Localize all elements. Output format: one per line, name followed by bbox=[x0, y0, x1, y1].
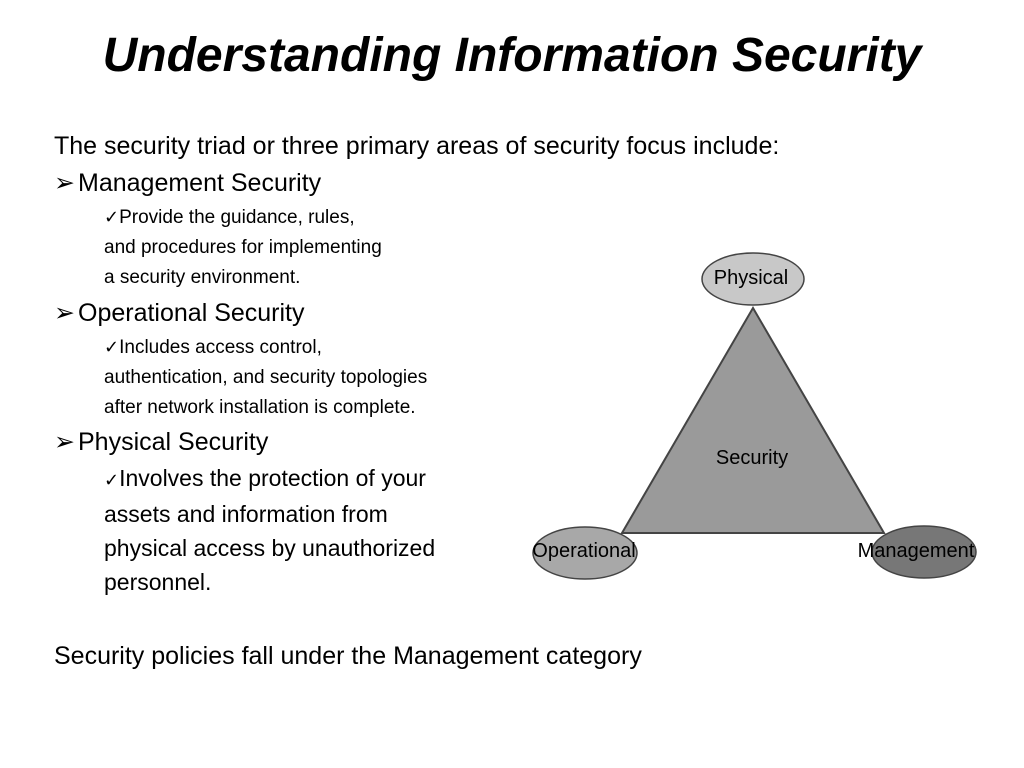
security-triangle bbox=[622, 308, 884, 533]
detail-line: assets and information from bbox=[104, 501, 388, 527]
detail-line: Involves the protection of your bbox=[119, 465, 426, 491]
detail-line: a security environment. bbox=[104, 267, 301, 288]
detail-line: Provide the guidance, rules, bbox=[119, 207, 355, 228]
bullet-label: Management Security bbox=[78, 169, 322, 197]
detail-line: personnel. bbox=[104, 569, 212, 595]
management-label: Management bbox=[857, 540, 975, 562]
detail-line: physical access by unauthorized bbox=[104, 535, 436, 561]
arrow-bullet-icon: ➢ bbox=[54, 169, 75, 197]
detail-line: and procedures for implementing bbox=[104, 237, 382, 258]
bullet-label: Physical Security bbox=[78, 428, 269, 456]
detail-line: authentication, and security topologies bbox=[104, 367, 428, 388]
detail-line: Includes access control, bbox=[119, 337, 322, 358]
arrow-bullet-icon: ➢ bbox=[54, 428, 75, 456]
intro-text: The security triad or three primary areas of security focus include: bbox=[54, 132, 780, 160]
check-icon: ✓ bbox=[104, 207, 120, 227]
operational-label: Operational bbox=[532, 540, 636, 562]
check-icon: ✓ bbox=[104, 470, 120, 490]
check-icon: ✓ bbox=[104, 337, 120, 357]
security-center-label: Security bbox=[715, 447, 789, 469]
footer-note: Security policies fall under the Management category bbox=[54, 642, 642, 670]
slide-title: Understanding Information Security bbox=[102, 29, 922, 82]
arrow-bullet-icon: ➢ bbox=[54, 299, 75, 327]
bullet-label: Operational Security bbox=[78, 299, 305, 327]
physical-label: Physical bbox=[713, 267, 789, 289]
detail-line: after network installation is complete. bbox=[104, 397, 416, 418]
